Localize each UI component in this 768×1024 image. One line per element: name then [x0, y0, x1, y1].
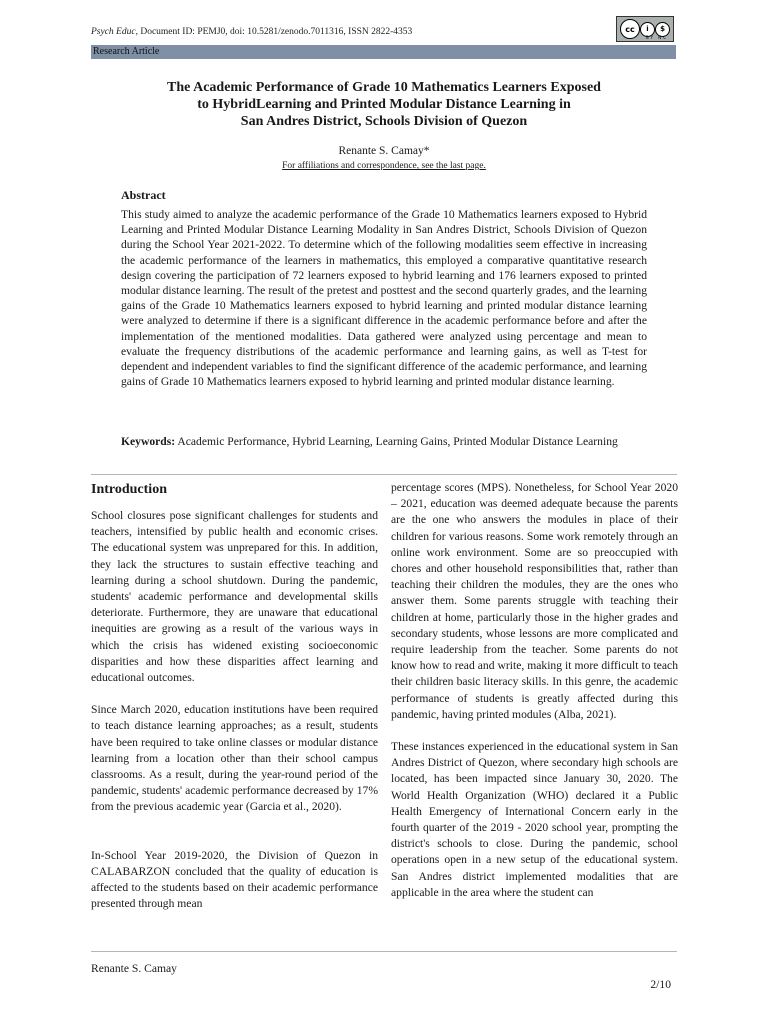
title-line: The Academic Performance of Grade 10 Mathematics Learners Exposed [167, 80, 601, 95]
body-paragraph: percentage scores (MPS). Nonetheless, for School Year 2020 – 2021, education was deemed adequate because the parents are the one who answers the modules in place of their children for various reasons. Some work remotely through an online work environment. Some are so preoccupied with chores and other household responsibilities that, rather than teaching their children the modules, they are the ones who answer them. Some parents struggle with teaching their children at home, particularly those in the higher grades and secondary students, whose lessons are more complicated and require leadership from the teacher. Some parents do not know how to read and write, making it more difficult to teach their children basic literacy skills. In this genre, the academic performance of students is greatly affected during this pandemic, having printed modules (Alba, 2021). [391, 481, 678, 721]
body-paragraph: School closures pose significant challenges for students and teachers, intensified by public health and economic crises. The educational system was unprepared for this. In addition, they lack the structures to sustain effective teaching and learning during a school shutdown. During the pandemic, students' academic performance and developmental skills deteriorate. Furthermore, they are unaware that educational inequities are growing as a result of the various ways in which the crisis has widened existing socioeconomic disparities and how these disparities affect learning and educational outcomes. [91, 509, 378, 685]
abstract-heading: Abstract [121, 188, 166, 202]
abstract-text: This study aimed to analyze the academic performance of the Grade 10 Mathematics learners exposed to Hybrid Learning and Printed Modular Distance Learning Modality in San Andres District, Schools Division of Quezon during the School Year 2021-2022. To determine which of the following modalities seem effective in increasing the academic performance of the learners in mathematics, this employed a comparative quantitative research design covering the participation of 72 learners exposed to hybrid learning and 176 learners exposed to printed modular distance learning. The result of the pretest and posttest and the second quarterly grades, and the learning gains of the Grade 10 Mathematics learners exposed to hybrid learning and printed modular distance learning were analyzed to determine if there is a significant difference in the academic performance before and after the implementation of the mentioned modalities. Data gathered were analyzed using percentage and mean to evaluate the frequency distributions of the academic performance and learning gains, as well as T-test for dependent and independent variables to find the significant difference of the academic performance, and learning gains of Grade 10 Mathematics learners exposed to hybrid learning and printed modular distance learning. [121, 208, 647, 389]
divider [91, 474, 677, 475]
keywords-label: Keywords: [121, 435, 176, 448]
by-icon: i [640, 22, 655, 37]
journal-name: Psych Educ [91, 27, 136, 37]
keywords-text: Academic Performance, Hybrid Learning, Learning Gains, Printed Modular Distance Learning [177, 435, 618, 448]
paper-title [91, 79, 677, 130]
introduction-heading: Introduction [91, 482, 167, 497]
nc-icon: $ [655, 22, 670, 37]
cc-license-badge[interactable] [616, 16, 674, 42]
title-line: San Andres District, Schools Division of Quezon [240, 114, 528, 129]
body-paragraph: Since March 2020, education institutions have been required to teach distance learning approaches; as a result, students have been required to take online classes or modular distance learning from a location other than their school campus classrooms. As a result, during the year-round period of the pandemic, students' academic performance decreased by 17% from the previous academic year (Garcia et al., 2020). [91, 703, 378, 814]
cc-license-small-text: BY NC [645, 35, 668, 40]
right-column [391, 480, 678, 901]
left-column [91, 481, 378, 912]
running-header [91, 27, 412, 37]
keywords [121, 434, 645, 451]
citation-info: , Document ID: PEMJ0, doi: 10.5281/zenodo.7011316, ISSN 2822-4353 [135, 27, 413, 37]
footer-author: Renante S. Camay [91, 962, 177, 975]
footer-divider [91, 951, 677, 952]
cc-icon: cc [620, 19, 640, 39]
title-line: to HybridLearning and Printed Modular Distance Learning in [197, 97, 571, 112]
body-paragraph: In-School Year 2019-2020, the Division of Quezon in CALABARZON concluded that the quality of education is affected to the students based on their academic performance presented through mean [91, 848, 378, 911]
article-type-bar: Research Article [91, 45, 676, 59]
page-number: 2/10 [650, 978, 671, 991]
author-name: Renante S. Camay* [338, 145, 430, 157]
body-paragraph: These instances experienced in the educational system in San Andres District of Quezon, where secondary high schools are located, has been impacted since January 30, 2020. The World Health Organization (WHO) declared it a Public Health Emergency of International Concern early in the fourth quarter of the 2019 - 2020 school year, prompting the district's schools to close. During the pandemic, school operations open in a new setup of the educational system. San Andres district implemented modalities that are applicable in the area where the student can [391, 740, 678, 899]
affiliation-link[interactable]: For affiliations and correspondence, see the last page. [282, 161, 486, 171]
